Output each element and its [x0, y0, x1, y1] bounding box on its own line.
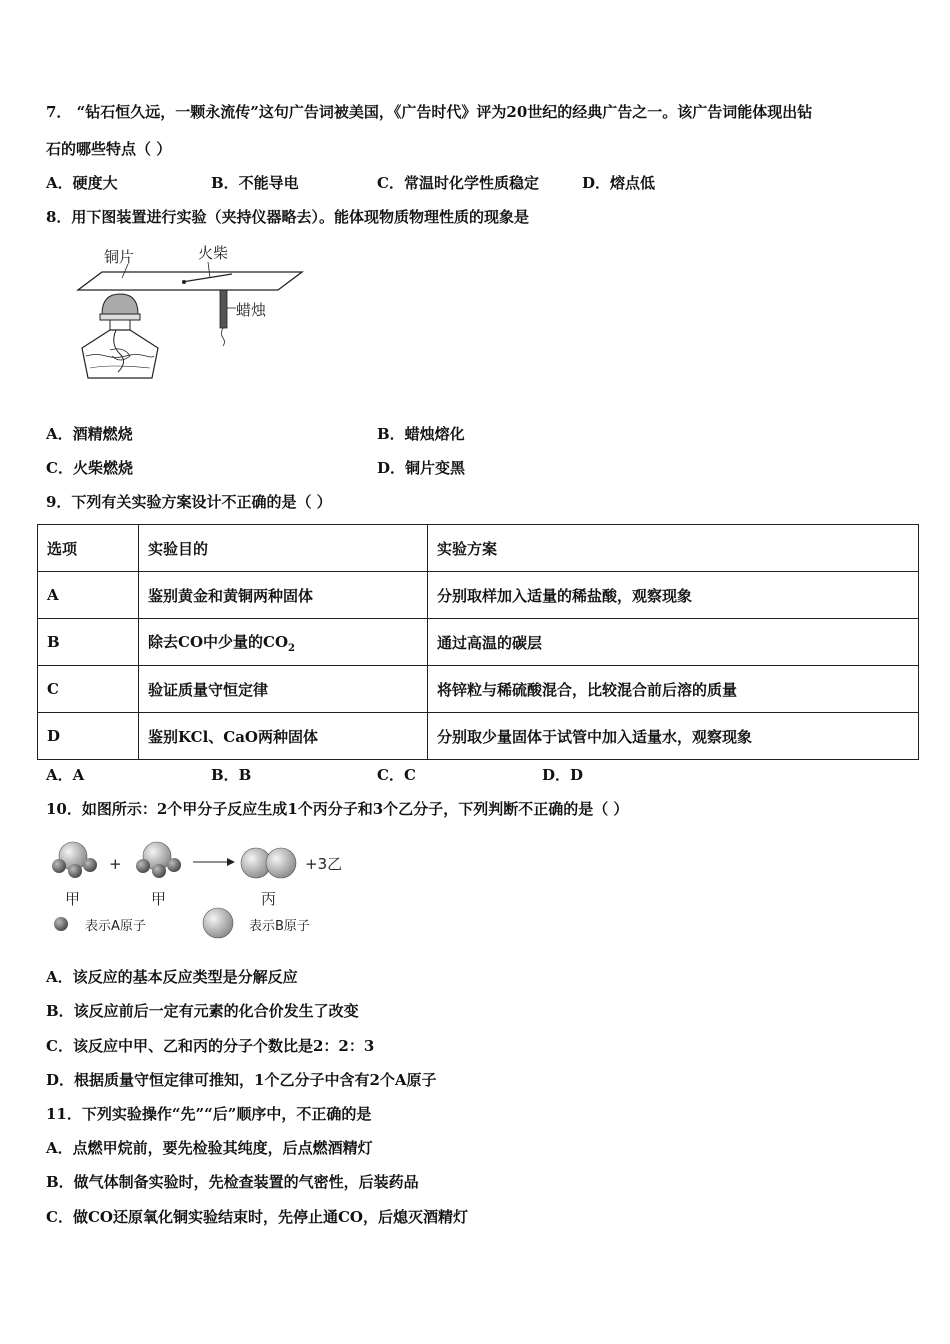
row-plan: 将锌粒与稀硫酸混合，比较混合前后溶的质量	[428, 666, 919, 713]
label-candle: 蜡烛	[236, 301, 267, 319]
q10-option-b: B．该反应前后一定有元素的化合价发生了改变	[46, 1002, 359, 1020]
header-option: 选项	[38, 525, 139, 572]
label-jia-1: 甲	[65, 890, 81, 908]
row-plan: 通过高温的碳层	[428, 619, 919, 666]
q10-option-a: A．该反应的基本反应类型是分解反应	[46, 968, 298, 986]
candle	[220, 290, 227, 328]
table-row	[38, 713, 919, 760]
q10-molecule-figure	[45, 838, 365, 943]
molecule-bing	[241, 848, 296, 878]
table-row	[38, 666, 919, 713]
row-purpose	[139, 619, 428, 666]
q11-option-a: A．点燃甲烷前，要先检验其纯度，后点燃酒精灯	[46, 1139, 373, 1157]
label-copper: 铜片	[104, 248, 135, 266]
legend-b-text: 表示B原子	[249, 919, 310, 934]
q10-stem: 10．如图所示：2个甲分子反应生成1个丙分子和3个乙分子，下列判断不正确的是（ ）	[46, 800, 629, 818]
q7-stem-line1: 7． “钻石恒久远，一颗永流传”这句广告词被美国，《广告时代》评为20世纪的经典广告之一。该广告词能体现出钻	[46, 103, 813, 121]
q11-option-c: C．做CO还原氧化铜实验结束时，先停止通CO，后熄灭酒精灯	[46, 1208, 468, 1226]
label-bing: 丙	[261, 890, 277, 908]
q7-option-b: B．不能导电	[211, 174, 299, 192]
lamp-flame	[102, 294, 138, 314]
row-option: A	[38, 572, 139, 619]
q9-stem: 9．下列有关实验方案设计不正确的是（ ）	[46, 493, 332, 511]
q10-option-d: D．根据质量守恒定律可推知，1个乙分子中含有2个A原子	[46, 1071, 437, 1089]
row-option: C	[38, 666, 139, 713]
molecule-jia-2	[136, 842, 181, 878]
header-purpose: 实验目的	[139, 525, 428, 572]
q8-option-c: C．火柴燃烧	[46, 459, 133, 477]
molecule-jia-1	[52, 842, 97, 878]
q9-option-d: D．D	[542, 766, 584, 784]
q8-stem: 8．用下图装置进行实验（夹持仪器略去）。能体现物质物理性质的现象是	[46, 208, 529, 226]
label-match: 火柴	[198, 244, 229, 262]
table-header-row	[38, 525, 919, 572]
q10-option-c: C．该反应中甲、乙和丙的分子个数比是2：2：3	[46, 1037, 375, 1055]
table-row	[38, 572, 919, 619]
q9-option-c: C．C	[377, 766, 416, 784]
q8-apparatus-figure	[60, 238, 320, 388]
q8-option-d: D．铜片变黑	[377, 459, 466, 477]
row-option: B	[38, 619, 139, 666]
legend-a-atom	[54, 917, 68, 931]
row-option: D	[38, 713, 139, 760]
plus-3-yi: +3乙	[305, 855, 343, 873]
q9-table	[37, 524, 919, 760]
purpose-text: 除去CO中少量的CO	[148, 632, 289, 651]
q8-option-a: A．酒精燃烧	[46, 425, 133, 443]
row-purpose: 鉴别黄金和黄铜两种固体	[139, 572, 428, 619]
row-plan: 分别取样加入适量的稀盐酸，观察现象	[428, 572, 919, 619]
row-purpose: 验证质量守恒定律	[139, 666, 428, 713]
q7-option-c: C．常温时化学性质稳定	[377, 174, 539, 192]
q7-option-d: D．熔点低	[582, 174, 656, 192]
table-row	[38, 619, 919, 666]
row-plan: 分别取少量固体于试管中加入适量水，观察现象	[428, 713, 919, 760]
q9-option-a: A．A	[46, 766, 85, 784]
q8-option-b: B．蜡烛熔化	[377, 425, 465, 443]
q9-option-b: B．B	[211, 766, 252, 784]
q7-stem-line2: 石的哪些特点（ ）	[46, 140, 172, 158]
match-stick	[182, 274, 232, 282]
header-plan: 实验方案	[428, 525, 919, 572]
plus-sign: +	[109, 855, 122, 873]
legend-a-text: 表示A原子	[85, 919, 146, 934]
q11-stem: 11．下列实验操作“先”“后”顺序中，不正确的是	[46, 1105, 372, 1123]
q11-option-b: B．做气体制备实验时，先检查装置的气密性，后装药品	[46, 1173, 419, 1191]
legend-b-atom	[203, 908, 233, 938]
q7-option-a: A．硬度大	[46, 174, 118, 192]
subscript: 2	[288, 642, 295, 654]
row-purpose: 鉴别KCl、CaO两种固体	[139, 713, 428, 760]
label-jia-2: 甲	[151, 890, 167, 908]
